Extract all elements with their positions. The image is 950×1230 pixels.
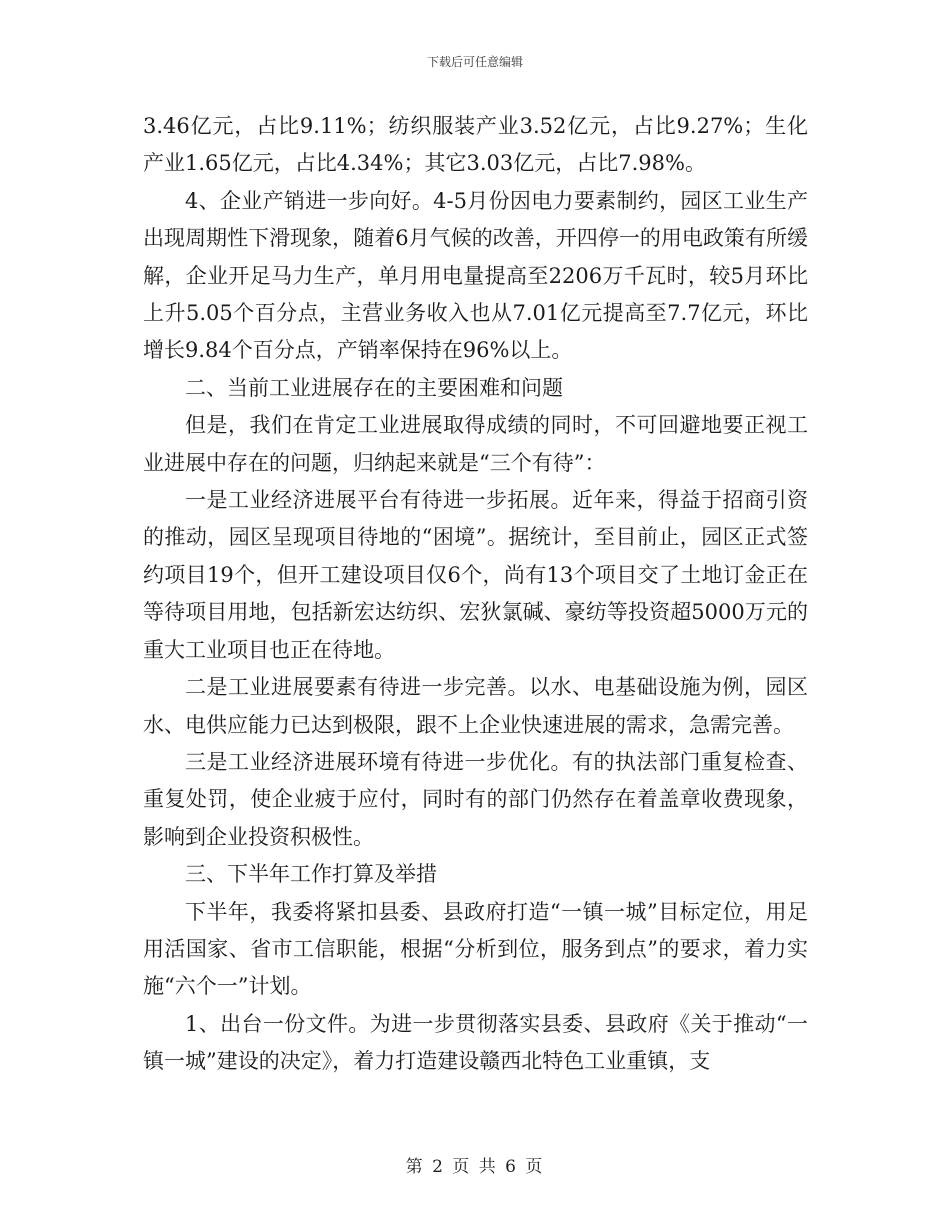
document-body <box>143 108 808 1081</box>
paragraph-2: 4、企业产销进一步向好。4-5月份因电力要素制约，园区工业生产出现周期性下滑现象，随着6月气候的改善，开四停一的用电政策有所缓解，企业开足马力生产，单月用电量提高至2206万千瓦时，较5月环比上升5.05个百分点，主营业务收入也从7.01亿元提高至7.7亿元，环比增长9.84个百分点，产销率保持在96%以上。 <box>143 188 808 363</box>
paragraph-6: 三是工业经济进展环境有待进一步优化。有的执法部门重复检查、重复处罚，使企业疲于应付，同时有的部门仍然存在着盖章收费现象，影响到企业投资积极性。 <box>143 749 808 849</box>
section-heading-2: 二、当前工业进展存在的主要困难和问题 <box>185 375 563 400</box>
section-heading-3: 三、下半年工作打算及举措 <box>185 862 437 887</box>
page-header: 下载后可任意编辑 <box>426 55 523 69</box>
paragraph-1: 3.46亿元，占比9.11%；纺织服装产业3.52亿元，占比9.27%；生化产业1.65亿元，占比4.34%；其它3.03亿元，占比7.98%。 <box>143 114 808 176</box>
paragraph-5: 二是工业进展要素有待进一步完善。以水、电基础设施为例，园区水、电供应能力已达到极限，跟不上企业快速进展的需求，急需完善。 <box>143 675 808 737</box>
page-footer: 第 2 页 共 6 页 <box>405 1157 545 1177</box>
paragraph-3: 但是，我们在肯定工业进展取得成绩的同时，不可回避地要正视工业进展中存在的问题，归纳起来就是“三个有待”： <box>143 413 808 475</box>
paragraph-7: 下半年，我委将紧扣县委、县政府打造“一镇一城”目标定位，用足用活国家、省市工信职能，根据“分析到位，服务到点”的要求，着力实施“六个一”计划。 <box>143 899 808 999</box>
paragraph-8: 1、出台一份文件。为进一步贯彻落实县委、县政府《关于推动“一镇一城”建设的决定》，着力打造建设赣西北特色工业重镇，支 <box>143 1011 808 1074</box>
paragraph-4: 一是工业经济进展平台有待进一步拓展。近年来，得益于招商引资的推动，园区呈现项目待地的“困境”。据统计，至目前止，园区正式签约项目19个，但开工建设项目仅6个，尚有13个项目交了土地订金正在等待项目用地，包括新宏达纺织、宏狄氯碱、豪纺等投资超5000万元的重大工业项目也正在待地。 <box>143 488 808 662</box>
